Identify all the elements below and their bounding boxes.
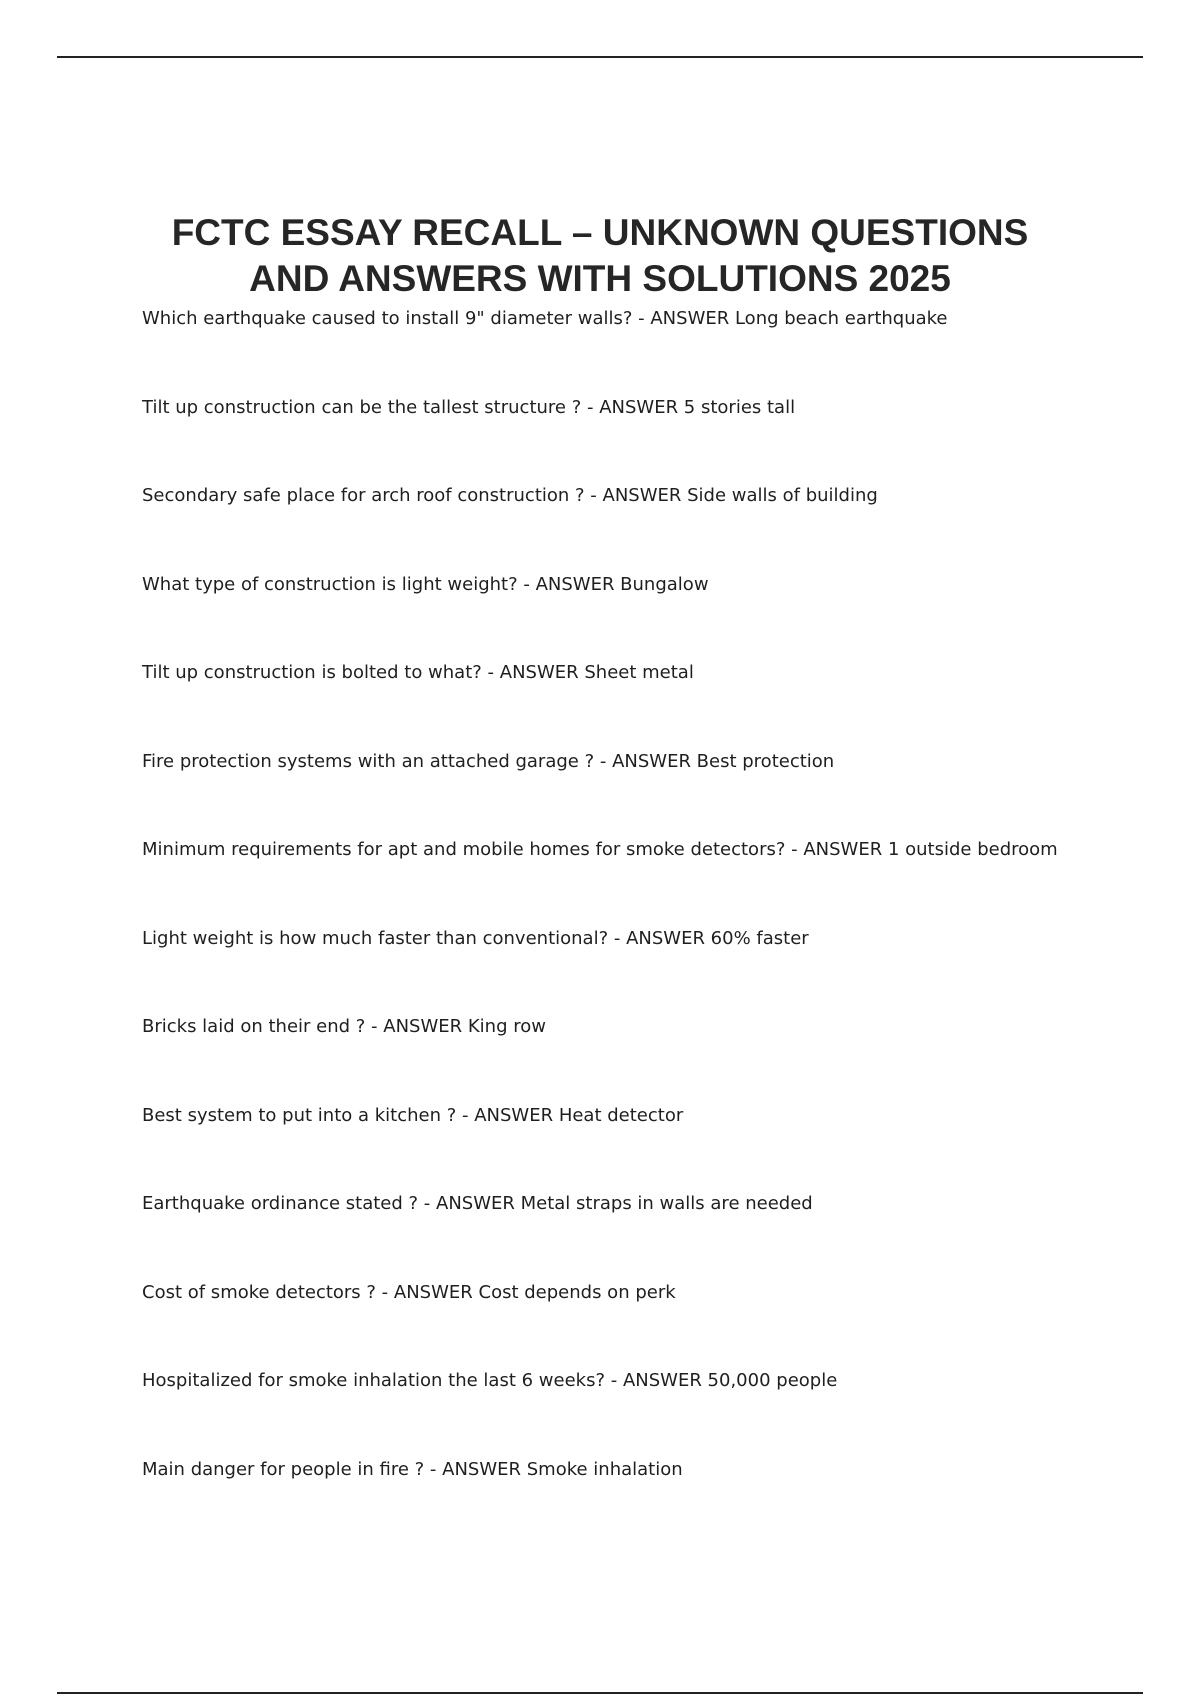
qa-item-13: Hospitalized for smoke inhalation the last 6 weeks? - ANSWER 50,000 people: [142, 1370, 838, 1391]
qa-item-7: Minimum requirements for apt and mobile homes for smoke detectors? - ANSWER 1 outside bedroom: [142, 839, 1058, 860]
qa-item-6: Fire protection systems with an attached garage ? - ANSWER Best protection: [142, 750, 835, 772]
qa-item-1: Which earthquake caused to install 9" diameter walls? - ANSWER Long beach earthquake: [142, 308, 948, 329]
bottom-divider: [57, 1692, 1143, 1694]
qa-item-4: What type of construction is light weight? - ANSWER Bungalow: [142, 573, 709, 595]
qa-item-14: Main danger for people in fire ? - ANSWER Smoke inhalation: [142, 1458, 683, 1480]
qa-item-8: Light weight is how much faster than conventional? - ANSWER 60% faster: [142, 927, 809, 949]
title-line-2: AND ANSWERS WITH SOLUTIONS 2025: [249, 258, 951, 299]
qa-item-2: Tilt up construction can be the tallest structure ? - ANSWER 5 stories tall: [142, 396, 796, 418]
qa-item-11: Earthquake ordinance stated ? - ANSWER Metal straps in walls are needed: [142, 1193, 813, 1214]
qa-item-5: Tilt up construction is bolted to what? - ANSWER Sheet metal: [142, 662, 694, 683]
qa-item-12: Cost of smoke detectors ? - ANSWER Cost depends on perk: [142, 1281, 676, 1303]
qa-list: [142, 306, 1142, 1545]
qa-item-9: Bricks laid on their end ? - ANSWER King row: [142, 1016, 546, 1037]
qa-item-10: Best system to put into a kitchen ? - ANSWER Heat detector: [142, 1104, 684, 1126]
title-line-1: FCTC ESSAY RECALL – UNKNOWN QUESTIONS: [171, 212, 1029, 253]
document-title: [57, 210, 1143, 302]
top-divider: [57, 56, 1143, 58]
qa-item-3: Secondary safe place for arch roof construction ? - ANSWER Side walls of building: [142, 485, 878, 506]
